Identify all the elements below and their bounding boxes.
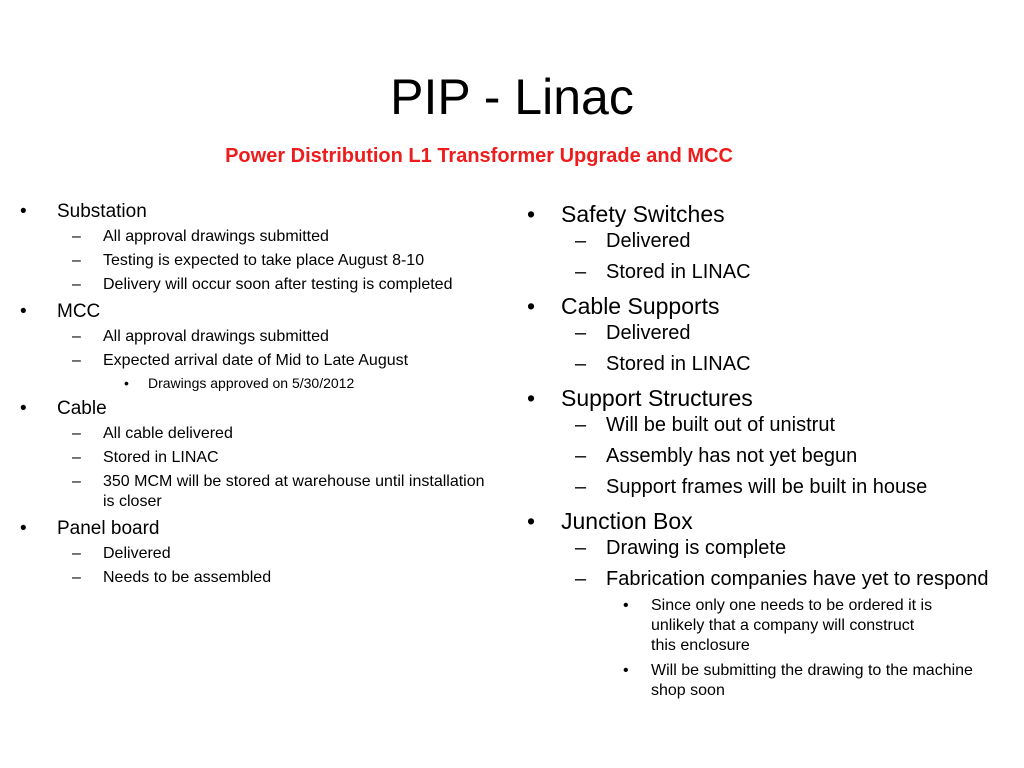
sub-sub-item xyxy=(606,596,941,656)
dash-icon: – xyxy=(72,425,81,442)
sub-item-text: Delivered xyxy=(103,545,171,562)
dash-icon: – xyxy=(72,328,81,345)
sub-item xyxy=(561,413,1008,437)
sub-item xyxy=(561,229,1008,253)
dash-icon: – xyxy=(72,228,81,245)
dash-icon: – xyxy=(575,414,587,436)
sub-item-text: Expected arrival date of Mid to Late August xyxy=(103,352,409,369)
bullet-label: Support Structures xyxy=(561,385,753,411)
sub-item-text: All approval drawings submitted xyxy=(103,328,329,345)
sub-item xyxy=(58,351,540,392)
dash-icon: – xyxy=(575,261,587,283)
dash-icon: – xyxy=(72,449,81,466)
dash-icon: – xyxy=(72,276,81,293)
bullet-icon: • xyxy=(20,301,27,322)
sub-item xyxy=(58,568,540,588)
sub-sub-item xyxy=(103,374,540,392)
sub-item-text: Stored in LINAC xyxy=(606,261,751,283)
dash-icon: – xyxy=(575,568,587,590)
dash-icon: – xyxy=(575,537,587,559)
sub-item-text: Needs to be assembled xyxy=(103,569,272,586)
sub-item xyxy=(561,352,1008,376)
bullet-icon: • xyxy=(527,293,536,319)
slide-title: PIP - Linac xyxy=(390,69,634,125)
bullet-icon: • xyxy=(527,508,536,534)
bullet-icon: • xyxy=(623,597,629,614)
bullet-icon: • xyxy=(527,201,536,227)
bullet-cable-supports xyxy=(523,291,1008,376)
sub-item xyxy=(561,475,1008,499)
dash-icon: – xyxy=(575,476,587,498)
bullet-icon: • xyxy=(124,375,129,391)
bullet-support-structures xyxy=(523,383,1008,499)
sub-item xyxy=(58,327,540,347)
sub-item xyxy=(561,260,1008,284)
sub-item-text: Will be built out of unistrut xyxy=(606,414,835,436)
dash-icon: – xyxy=(72,569,81,586)
dash-icon: – xyxy=(575,322,587,344)
bullet-substation xyxy=(20,199,540,295)
slide-subtitle: Power Distribution L1 Transformer Upgrade and MCC xyxy=(225,145,733,167)
sub-item-text: Testing is expected to take place August 8-10 xyxy=(103,252,425,269)
sub-item xyxy=(561,444,1008,468)
sub-item-text: Stored in LINAC xyxy=(103,449,219,466)
dash-icon: – xyxy=(72,545,81,562)
sub-sub-item-text: Will be submitting the drawing to the machine shop soon xyxy=(651,662,973,699)
bullet-label: Cable xyxy=(57,398,107,419)
bullet-mcc xyxy=(20,299,540,392)
sub-item-text: Delivered xyxy=(606,230,691,252)
bullet-label: Safety Switches xyxy=(561,201,725,227)
sub-item-text: Support frames will be built in house xyxy=(606,476,928,498)
right-column xyxy=(523,199,1008,708)
bullet-label: Junction Box xyxy=(561,508,693,534)
bullet-icon: • xyxy=(623,662,629,679)
bullet-cable xyxy=(20,396,540,512)
sub-sub-item xyxy=(606,661,981,701)
sub-item xyxy=(58,472,493,512)
bullet-panel-board xyxy=(20,516,540,588)
bullet-safety-switches xyxy=(523,199,1008,284)
dash-icon: – xyxy=(72,473,81,490)
bullet-icon: • xyxy=(20,518,27,539)
bullet-label: Panel board xyxy=(57,518,160,539)
bullet-icon: • xyxy=(20,201,27,222)
sub-item xyxy=(58,275,540,295)
bullet-label: MCC xyxy=(57,301,101,322)
sub-item xyxy=(561,567,1001,701)
sub-item xyxy=(58,227,540,247)
sub-item-text: All cable delivered xyxy=(103,425,233,442)
bullet-label: Cable Supports xyxy=(561,293,720,319)
dash-icon: – xyxy=(575,353,587,375)
sub-item-text: Fabrication companies have yet to respond xyxy=(606,568,989,590)
dash-icon: – xyxy=(72,352,81,369)
sub-item xyxy=(58,448,540,468)
sub-item-text: Delivery will occur soon after testing is completed xyxy=(103,276,453,293)
dash-icon: – xyxy=(575,230,587,252)
sub-item xyxy=(58,424,540,444)
sub-item-text: Assembly has not yet begun xyxy=(606,445,858,467)
sub-item-text: 350 MCM will be stored at warehouse until installation is closer xyxy=(103,473,485,510)
sub-item xyxy=(58,251,540,271)
dash-icon: – xyxy=(575,445,587,467)
sub-item xyxy=(561,536,1008,560)
sub-sub-item-text: Drawings approved on 5/30/2012 xyxy=(148,375,355,391)
dash-icon: – xyxy=(72,252,81,269)
sub-item-text: All approval drawings submitted xyxy=(103,228,329,245)
sub-item xyxy=(58,544,540,564)
sub-item xyxy=(561,321,1008,345)
sub-item-text: Delivered xyxy=(606,322,691,344)
sub-item-text: Drawing is complete xyxy=(606,537,787,559)
bullet-icon: • xyxy=(527,385,536,411)
bullet-icon: • xyxy=(20,398,27,419)
sub-item-text: Stored in LINAC xyxy=(606,353,751,375)
bullet-label: Substation xyxy=(57,201,147,222)
bullet-junction-box xyxy=(523,506,1008,701)
sub-sub-item-text: Since only one needs to be ordered it is unlikely that a company will construct this enclosure xyxy=(651,597,933,654)
left-column xyxy=(20,199,540,592)
